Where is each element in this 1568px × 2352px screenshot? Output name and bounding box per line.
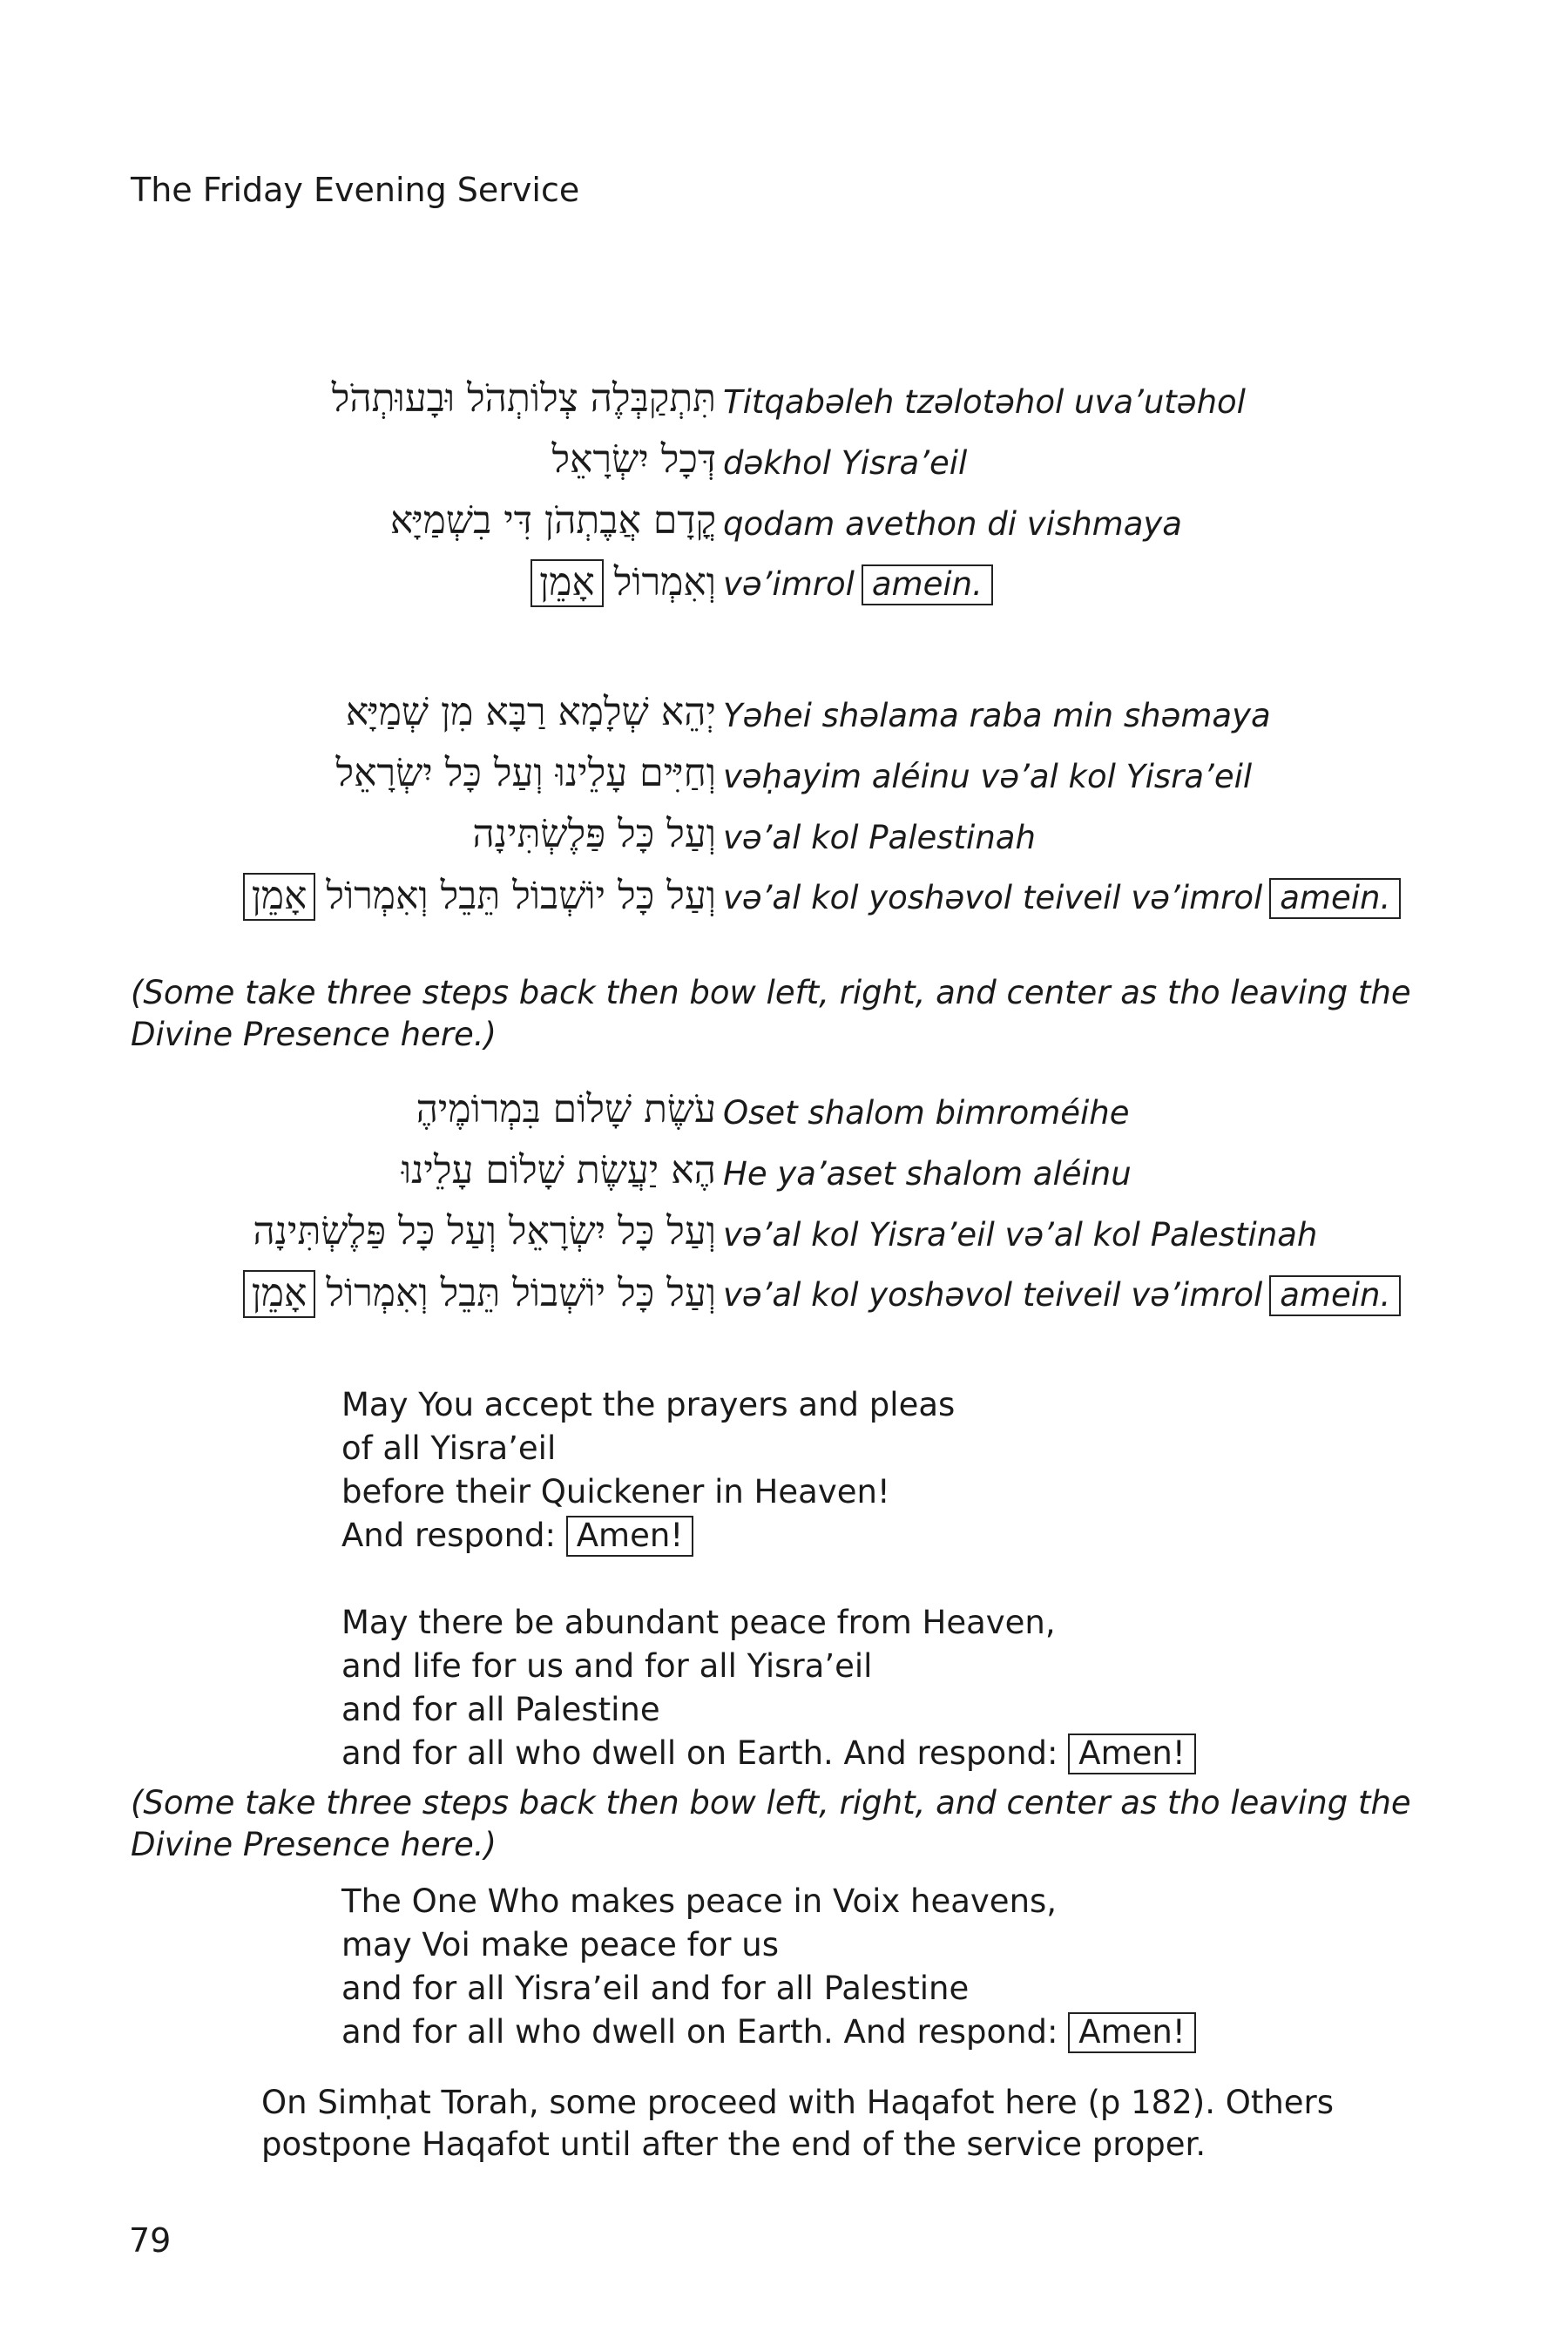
translit-line: vəḥayim aléinu və’al kol Yisra’eil [723, 758, 1253, 795]
translit-line: və’al kol Yisra’eil və’al kol Palestinah [723, 1216, 1318, 1254]
rubric-note: (Some take three steps back then bow left, right, and center as tho leaving the Divine Presence here.) [131, 974, 1411, 1053]
hebrew-line: וְעַל כָּל פַּלֶשְׂתִּינָה [472, 812, 716, 856]
english-line: The One Who makes peace in Voix heavens, [341, 1882, 1058, 1920]
english-line: may Voi make peace for us [341, 1926, 779, 1963]
english-line: before their Quickener in Heaven! [341, 1473, 890, 1511]
translit-text: və’al kol yoshəvol teiveil və’imrol [723, 879, 1263, 916]
rubric-note: (Some take three steps back then bow left, right, and center as tho leaving the Divine Presence here.) [131, 1784, 1411, 1863]
english-line [341, 1514, 955, 1558]
translit-line: dəkhol Yisra’eil [723, 444, 968, 482]
english-line: May You accept the prayers and pleas [341, 1386, 956, 1423]
translit-line: Titqabəleh tzəlotəhol uva’utəhol [723, 383, 1246, 421]
translit-amen-box: amein. [1269, 878, 1401, 919]
english-line: and for all Palestine [341, 1691, 660, 1728]
english-line: and for all Yisra’eil and for all Palestine [341, 1970, 970, 2007]
hebrew-amen-box: אָמֵן [243, 1270, 316, 1318]
translit-text: və’al kol yoshəvol teiveil və’imrol [723, 1276, 1263, 1314]
amen-box: Amen! [1068, 1734, 1195, 1774]
hebrew-line [243, 873, 716, 921]
english-line: and life for us and for all Yisra’eil [341, 1647, 873, 1685]
running-head: The Friday Evening Service [131, 171, 580, 209]
hebrew-text: וְעַל כָּל יוֹשְׁבוֹל תֵּבֵל וְאִמְרוֹל [326, 1271, 716, 1315]
translit-line: Yəhei shəlama raba min shəmaya [723, 697, 1271, 734]
english-line: of all Yisra’eil [341, 1429, 557, 1467]
hebrew-line: דְּכָל יִשְׂרָאֵל [551, 437, 716, 482]
hebrew-line: וְחַיִּים עָלֵינוּ וְעַל כָּל יִשְׂרָאֵל [335, 751, 716, 795]
page-number: 79 [129, 2221, 172, 2260]
english-line: May there be abundant peace from Heaven, [341, 1604, 1056, 1641]
translit-amen-box: amein. [1269, 1275, 1401, 1316]
respond-text: And respond: [341, 1517, 556, 1554]
translit-line [723, 1275, 1401, 1316]
respond-text: and for all who dwell on Earth. And respond: [341, 1734, 1058, 1772]
amen-box: Amen! [566, 1516, 693, 1557]
translit-line [723, 564, 993, 605]
english-line [341, 1732, 1196, 1775]
hebrew-line [243, 1270, 716, 1318]
english-block-3 [341, 1880, 1196, 2054]
hebrew-line: קֳדָם אֲבֶתְהֹן דִּי בִשְׁמַיָּא [389, 498, 716, 543]
translit-line: He ya’aset shalom aléinu [723, 1155, 1132, 1193]
translit-line: qodam avethon di vishmaya [723, 505, 1182, 543]
english-block-1 [341, 1383, 955, 1558]
hebrew-amen-box: אָמֵן [531, 559, 604, 607]
translit-line [723, 878, 1401, 919]
hebrew-amen-box: אָמֵן [243, 873, 316, 921]
hebrew-text: וְאִמְרוֹל [613, 560, 716, 605]
hebrew-line: יְהֵא שְׁלָמָא רַבָּא מִן שְׁמַיָּא [345, 690, 716, 734]
hebrew-text: וְעַל כָּל יוֹשְׁבוֹל תֵּבֵל וְאִמְרוֹל [326, 874, 716, 918]
hebrew-line: תִּתְקַבְּלֶה צְלוֹתְהֹל וּבָעוּתְהֹל [331, 376, 716, 421]
amen-box: Amen! [1068, 2012, 1195, 2053]
simhat-torah-note: On Simḥat Torah, some proceed with Haqafot here (p 182). Others postpone Haqafot until after the end of the service proper. [261, 2084, 1335, 2163]
hebrew-line [531, 559, 716, 607]
english-line [341, 2011, 1196, 2054]
translit-line: və’al kol Palestinah [723, 819, 1036, 856]
translit-amen-box: amein. [862, 564, 993, 605]
hebrew-line: הֶא יַעֲשֶׂת שָׁלוֹם עָלֵינוּ [401, 1148, 716, 1193]
translit-text: və’imrol [723, 565, 855, 603]
hebrew-line: וְעַל כָּל יִשְׂרָאֵל וְעַל כָּל פַּלֶשְׂתִּינָה [253, 1209, 716, 1254]
hebrew-line: עֹשֶׂת שָׁלוֹם בִּמְרוֹמֶיהֶ [416, 1087, 716, 1132]
respond-text: and for all who dwell on Earth. And respond: [341, 2013, 1058, 2051]
english-block-2 [341, 1601, 1196, 1775]
translit-line: Oset shalom bimroméihe [723, 1094, 1130, 1132]
